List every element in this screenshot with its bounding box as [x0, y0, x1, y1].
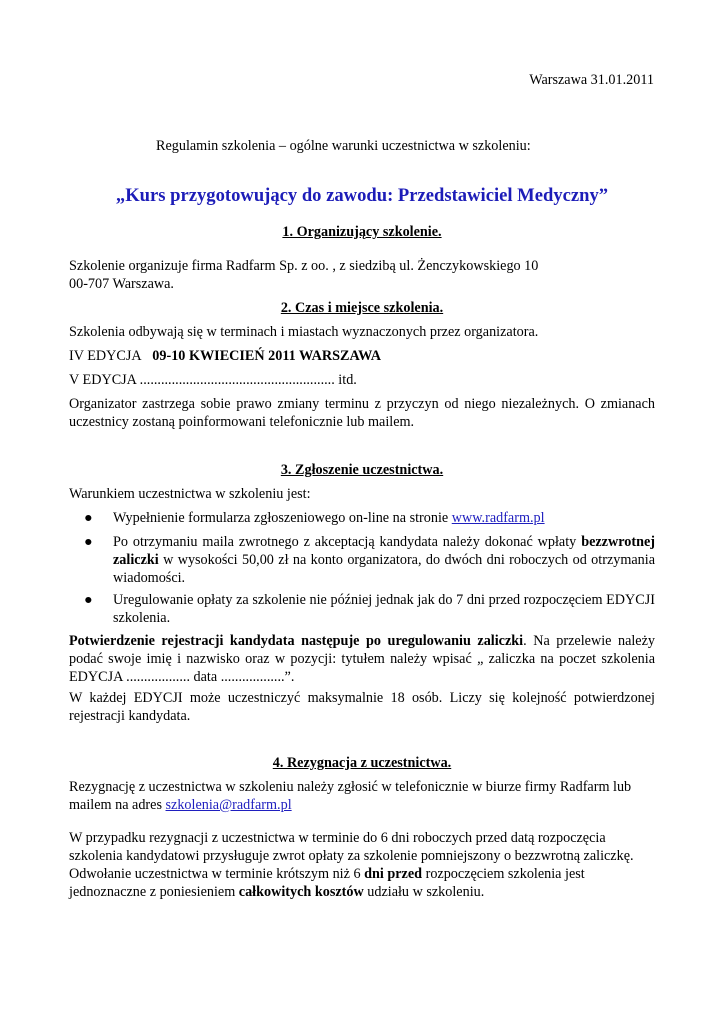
section-2-heading: 2. Czas i miejsce szkolenia.	[280, 300, 444, 316]
participant-limit: W każdej EDYCJI może uczestniczyć maksymalnie 18 osób. Liczy się kolejność potwierdzonej rejestracji kandydata.	[69, 690, 655, 724]
condition-item-deposit	[113, 533, 655, 587]
resignation-terms-b: rozpoczęciem szkolenia jest jednoznaczne z poniesieniem	[69, 866, 585, 900]
bullet-icon: ●	[84, 592, 93, 608]
document-date: Warszawa 31.01.2011	[529, 72, 654, 88]
condition-form-text: Wypełnienie formularza zgłoszeniowego on-line na stronie	[113, 510, 452, 526]
resignation-contact-text: Rezygnację z uczestnictwa w szkoleniu należy zgłosić w telefonicznie w biurze firmy Radfarm lub mailem na adres	[69, 779, 632, 813]
conditions-intro: Warunkiem uczestnictwa w szkoleniu jest:	[69, 486, 311, 502]
document-subtitle: Regulamin szkolenia – ogólne warunki uczestnictwa w szkoleniu:	[156, 138, 531, 154]
confirmation-bold: Potwierdzenie rejestracji kandydata następuje po uregulowaniu zaliczki	[69, 633, 524, 649]
resignation-terms-c: udziału w szkoleniu.	[363, 884, 485, 900]
registration-confirmation	[69, 632, 655, 686]
deposit-text-bold: bezzwrotnej zaliczki	[113, 534, 655, 568]
schedule-change-note: Organizator zastrzega sobie prawo zmiany terminu z przyczyn od niego niezależnych. O zmianach uczestnicy zostaną poinformowani telefonicznie lub mailem.	[69, 396, 655, 430]
section-4-heading: 4. Rezygnacja z uczestnictwa.	[272, 755, 452, 771]
training-email-link[interactable]: szkolenia@radfarm.pl	[165, 797, 292, 813]
edition-5-line: V EDYCJA ....................................................... itd.	[69, 372, 357, 388]
condition-item-payment: Uregulowanie opłaty za szkolenie nie później jednak jak do 7 dni przed rozpoczęciem EDYCJI szkolenia.	[113, 592, 655, 626]
resignation-terms	[69, 829, 655, 901]
resignation-terms-bold-2: całkowitych kosztów	[238, 884, 364, 900]
bullet-icon: ●	[84, 510, 93, 526]
bullet-icon: ●	[84, 534, 93, 550]
organizer-line-1: Szkolenie organizuje firma Radfarm Sp. z oo. , z siedzibą ul. Żenczykowskiego 10	[69, 258, 539, 274]
section-3-heading: 3. Zgłoszenie uczestnictwa.	[280, 462, 444, 478]
edition-4-label: IV EDYCJA	[69, 348, 142, 364]
edition-4-line	[69, 347, 655, 365]
resignation-terms-a: W przypadku rezygnacji z uczestnictwa w terminie do 6 dni roboczych przed datą rozpoczęcia szkolenia kandydatowi przysługuje zwrot opłaty za szkolenie pomniejszony o bezzwrotną zaliczkę. Odwołanie uczestnictwa w terminie krótszym niż 6	[69, 830, 634, 882]
document-title: „Kurs przygotowujący do zawodu: Przedstawiciel Medyczny”	[115, 185, 609, 206]
edition-4-date: 09-10 KWIECIEŃ 2011 WARSZAWA	[152, 348, 382, 364]
confirmation-rest: . Na przelewie należy podać swoje imię i nazwisko oraz w pozycji: tytułem należy wpisać „ zaliczka na poczet szkolenia EDYCJA .................. data ..................”.	[69, 633, 655, 685]
organizer-line-2: 00-707 Warszawa.	[69, 276, 174, 292]
section-1-heading: 1. Organizujący szkolenie.	[282, 224, 442, 240]
deposit-text-b: w wysokości 50,00 zł na konto organizatora, do dwóch dni roboczych od otrzymania wiadomości.	[113, 552, 655, 586]
schedule-intro: Szkolenia odbywają się w terminach i miastach wyznaczonych przez organizatora.	[69, 324, 539, 340]
resignation-terms-bold-1: dni przed	[364, 866, 423, 882]
condition-item-form	[113, 509, 655, 527]
resignation-contact	[69, 778, 655, 814]
radfarm-website-link[interactable]: www.radfarm.pl	[451, 510, 545, 526]
deposit-text-a: Po otrzymaniu maila zwrotnego z akceptacją kandydata należy dokonać wpłaty	[113, 534, 582, 550]
